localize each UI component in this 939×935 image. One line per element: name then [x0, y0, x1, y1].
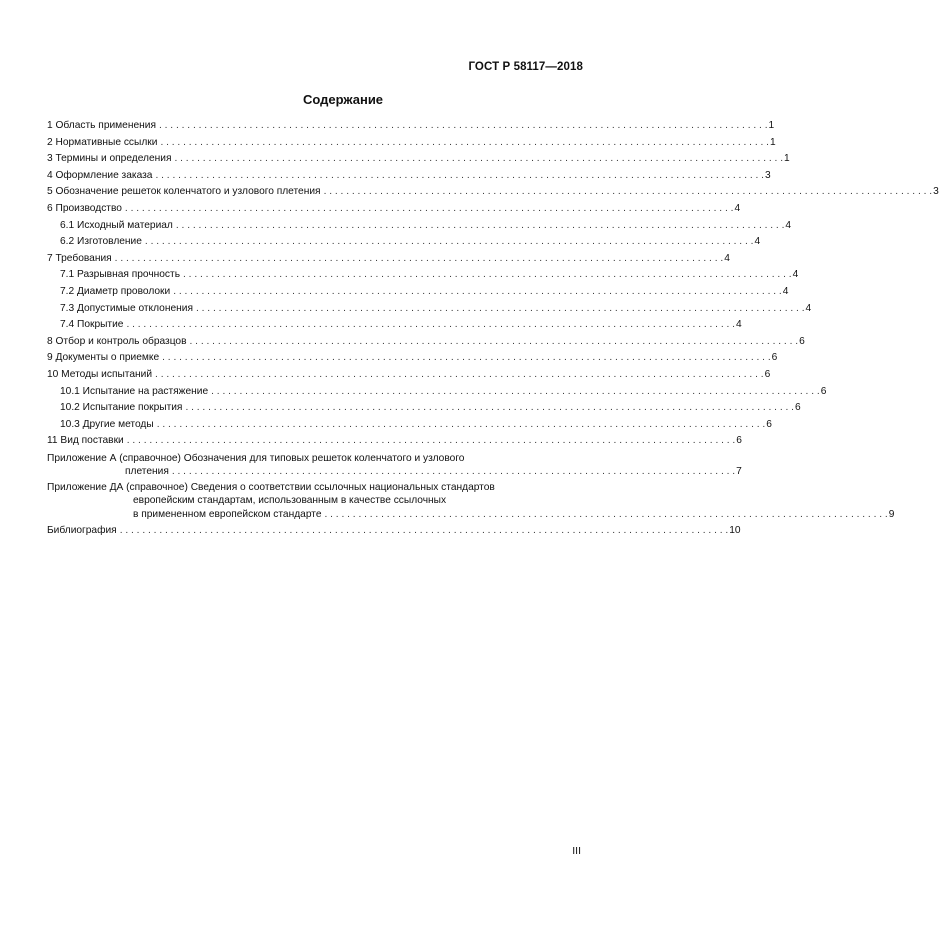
toc-entry[interactable] [47, 201, 741, 218]
toc-entry-page: 3 [765, 169, 771, 181]
dot-leader [324, 184, 933, 201]
toc-bibliography[interactable] [47, 523, 741, 540]
toc-entry-text: 10 Методы испытаний [47, 368, 153, 380]
toc-subentry[interactable] [47, 267, 799, 284]
dot-leader [162, 350, 771, 367]
toc-entry-page: 6 [795, 402, 801, 414]
dot-leader [172, 465, 735, 479]
annex-da-label: Приложение ДА (справочное) [47, 481, 188, 493]
dot-leader [115, 251, 724, 268]
dot-leader [183, 267, 792, 284]
toc-entry-text: 10.2 Испытание покрытия [60, 402, 183, 414]
toc-entry-page: 6 [736, 435, 742, 447]
toc-entry-page: 4 [724, 252, 730, 264]
toc-entry-text: 3 Термины и определения [47, 153, 172, 165]
toc-entry-text: 7.1 Разрывная прочность [60, 269, 181, 281]
toc-entry-text: 11 Вид поставки [47, 435, 124, 447]
annex-a-body [47, 452, 742, 479]
annex-da-last-line [47, 508, 894, 522]
toc-subentry[interactable] [47, 384, 827, 401]
toc-entry-page: 4 [734, 202, 741, 214]
dot-leader [155, 367, 764, 384]
toc-entry-text: 7 Требования [47, 252, 112, 264]
toc-entry[interactable] [47, 334, 805, 351]
dot-leader [173, 284, 782, 301]
annex-da-title-line2: европейским стандартам, использованным в качестве ссылочных [133, 495, 447, 507]
toc-entry[interactable] [47, 151, 790, 168]
toc-subentry[interactable] [47, 317, 742, 334]
toc-entry[interactable] [47, 350, 778, 367]
document-code: ГОСТ Р 58117—2018 [468, 61, 583, 73]
toc-subentry[interactable] [47, 218, 792, 235]
toc-subentry[interactable] [47, 417, 772, 434]
toc-entry-text: 2 Нормативные ссылки [47, 136, 158, 148]
toc-entry-page: 7 [736, 466, 742, 478]
toc-entry-page: 4 [754, 236, 761, 248]
dot-leader [174, 151, 783, 168]
toc-entry-text: 10.1 Испытание на растяжение [60, 385, 209, 397]
annex-da-title-line1: Сведения о соответствии ссылочных национальных стандартов [190, 481, 495, 493]
toc-entry-text: 4 Оформление заказа [47, 169, 153, 181]
toc-entry-page: 6 [766, 418, 772, 430]
dot-leader [127, 433, 736, 450]
dot-leader [155, 168, 764, 185]
toc-entry-page: 10 [729, 525, 741, 537]
toc-entry[interactable] [47, 135, 776, 152]
toc-entry-page: 6 [764, 368, 771, 380]
toc-entry-text: 6 Производство [47, 202, 122, 214]
toc-entry-page: 1 [768, 120, 775, 131]
dot-leader [126, 317, 735, 334]
toc-subentry[interactable] [47, 284, 789, 301]
dot-leader [159, 118, 768, 135]
dot-leader [190, 334, 799, 351]
toc-entry-text: 10.3 Другие методы [60, 418, 154, 430]
toc-subentry[interactable] [47, 234, 761, 251]
toc-entry-page: 4 [736, 319, 742, 331]
toc-entry-text: 5 Обозначение решеток коленчатого и узлового плетения [47, 186, 321, 198]
toc-entry-text: 7.3 Допустимые отклонения [60, 302, 193, 314]
toc-entry[interactable] [47, 168, 771, 185]
table-of-contents [47, 118, 939, 540]
toc-entry-text: 9 Документы о приемке [47, 352, 160, 364]
annex-a-label: Приложение А (справочное) [47, 452, 181, 464]
toc-subentry[interactable] [47, 301, 812, 318]
toc-entry-page: 4 [782, 285, 789, 297]
toc-entry[interactable] [47, 367, 771, 384]
dot-leader [176, 218, 785, 235]
toc-annex-da[interactable] [47, 481, 895, 522]
toc-title: Содержание [302, 92, 384, 107]
dot-leader [160, 135, 769, 152]
annex-da-first-line [47, 481, 894, 495]
toc-entry-page: 4 [792, 269, 799, 281]
toc-entry-text: Библиография [47, 525, 117, 537]
toc-entry-page: 4 [805, 302, 812, 314]
page-number: III [572, 845, 581, 857]
dot-leader [196, 301, 805, 318]
dot-leader [324, 508, 887, 522]
toc-entry-page: 9 [888, 508, 895, 520]
annex-a-last-line [47, 465, 742, 479]
toc-entry[interactable] [47, 433, 742, 450]
toc-annex-a[interactable] [47, 452, 742, 479]
toc-entry-text: 6.1 Исходный материал [60, 219, 173, 231]
toc-entry-page: 1 [784, 153, 790, 165]
toc-entry-page: 6 [820, 385, 827, 397]
dot-leader [120, 523, 729, 540]
annex-a-title-line1: Обозначения для типовых решеток коленчатого и узлового [183, 452, 465, 464]
toc-entry-page: 1 [770, 136, 776, 148]
toc-entry-page: 3 [933, 186, 939, 198]
toc-entry-text: 7.4 Покрытие [60, 319, 124, 331]
toc-entry-text: 1 Область применения [47, 120, 156, 131]
dot-leader [157, 417, 766, 434]
toc-entry-page: 6 [771, 352, 778, 364]
toc-entry[interactable] [47, 184, 939, 201]
dot-leader [125, 201, 734, 218]
dot-leader [145, 234, 754, 251]
toc-entry-page: 4 [785, 219, 792, 231]
dot-leader [185, 400, 794, 417]
annex-da-body [47, 481, 894, 522]
toc-entry-text: 8 Отбор и контроль образцов [47, 335, 187, 347]
toc-entry-text: 7.2 Диаметр проволоки [60, 285, 171, 297]
annex-a-title-line2: плетения [125, 466, 169, 478]
toc-entry-text: 6.2 Изготовление [60, 236, 142, 248]
annex-da-title-line3: в примененном европейском стандарте [133, 508, 322, 520]
toc-entry[interactable] [47, 251, 730, 268]
dot-leader [211, 384, 820, 401]
toc-entry[interactable] [47, 118, 775, 135]
toc-subentry[interactable] [47, 400, 801, 417]
toc-entry-page: 6 [799, 335, 805, 347]
annex-a-first-line [47, 452, 742, 466]
